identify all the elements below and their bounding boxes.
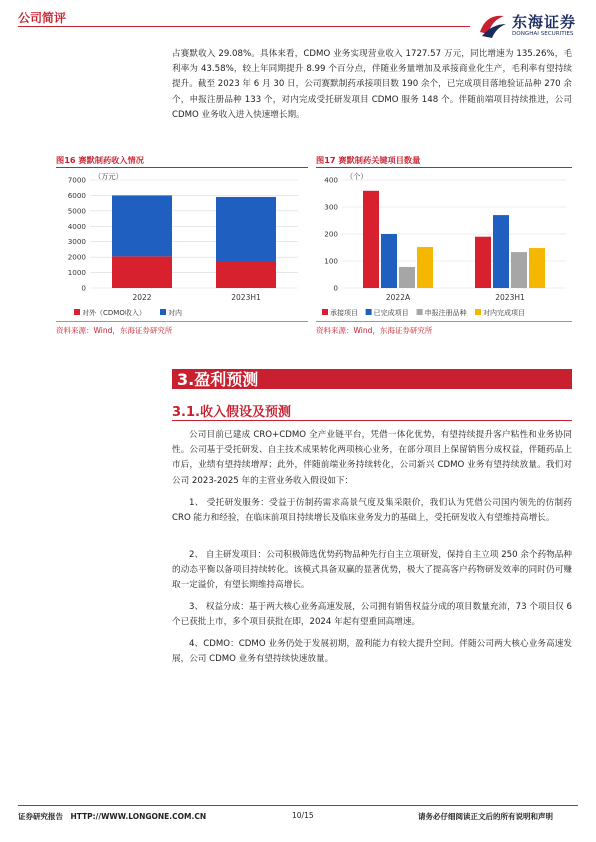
y-tick-label: 0 [81, 283, 86, 293]
bar [511, 252, 527, 288]
y-tick-label: 200 [324, 229, 338, 239]
bar [399, 267, 415, 288]
y-tick-label: 4000 [67, 221, 86, 231]
y-tick-label: 2000 [67, 252, 86, 262]
legend-label: 申报注册品种 [424, 309, 467, 317]
y-tick-label: 5000 [67, 206, 86, 216]
figure-16-chart [56, 170, 308, 320]
footer-website: 证券研究报告 HTTP://WWW.LONGONE.COM.CN [18, 812, 207, 821]
bar [381, 234, 397, 288]
legend-label: 对内完成项目 [483, 309, 525, 317]
y-tick-label: 6000 [67, 190, 86, 200]
paragraph-self-rd: 2、 自主研发项目：公司积极筛选优势药物品种先行自主立项研发，保持自主立项 250 余个药物品种的动态平衡以备项目持续转化。该模式具备双赢的显著优势，极大了提高客户药物研发效率的同时仍可赚取一定溢价，有望长期维持高增长。 [172, 550, 572, 591]
bar [493, 215, 509, 288]
x-tick-label: 2022A [385, 293, 411, 302]
y-tick-label: 1000 [67, 268, 86, 278]
subsection-divider [172, 420, 572, 421]
x-tick-label: 2022 [132, 293, 152, 302]
legend-swatch [160, 309, 166, 315]
logo-emblem-icon [476, 10, 508, 42]
bar [475, 237, 491, 288]
figure-17-title: 图17 赛默制药关键项目数量 [316, 155, 421, 165]
figure-16-title: 图16 赛默制药收入情况 [56, 155, 144, 165]
x-tick-label: 2023H1 [231, 293, 261, 302]
legend-swatch [417, 309, 423, 315]
legend-label: 对外（CDMO收入） [82, 309, 146, 317]
y-tick-label: 100 [324, 256, 338, 266]
paragraph-cdmo: 4、CDMO：CDMO 业务仍处于发展初期，盈利能力有较大提升空间。伴随公司两大核心业务高速发展，公司 CDMO 业务有望持续快速放量。 [172, 639, 572, 665]
bar-segment [112, 195, 172, 256]
footer-divider [18, 805, 578, 806]
section-title: 3.盈利预测 [177, 370, 259, 389]
intro-paragraph: 占赛默收入 29.08%。具体来看，CDMO 业务实现营业收入 1727.57 万元，同比增速为 135.26%，毛利率为 43.58%，较上年同期提升 8.99 个百分点，伴随业务量增加及承接商业化生产，毛利率有望持续提升。截至 2023 年 6 月 30 日，公司赛默制药承接项目数 190 余个，已完成项目落地验证品种 270 余个，申报注册品种 133 个，对内完成受托研发项目 CDMO 服务 148 个。伴随前端项目持续推进，公司 CDMO 业务收入进入快速增长期。 [172, 49, 572, 120]
footer-disclaimer: 请务必仔细阅读正文后的所有说明和声明 [418, 812, 553, 821]
y-tick-label: 0 [333, 283, 338, 293]
figure-17-source: 资料来源：Wind，东海证券研究所 [316, 326, 433, 335]
x-tick-label: 2023H1 [495, 293, 525, 302]
figure-16-bottom-line [56, 321, 308, 322]
bar [417, 247, 433, 288]
paragraph-royalty: 3、 权益分成：基于两大核心业务高速发展，公司拥有销售权益分成的项目数量充沛，73 个项目仅 6 个已获批上市，多个项目获批在即，2024 年起有望重回高增速。 [172, 602, 572, 628]
y-tick-label: 300 [324, 202, 338, 212]
legend-swatch [475, 309, 481, 315]
legend-swatch [74, 309, 80, 315]
bar-segment [112, 256, 172, 288]
legend-label: 承接项目 [330, 309, 358, 317]
bar [363, 191, 379, 288]
legend-label: 已完成项目 [373, 309, 409, 317]
header-divider [18, 26, 470, 27]
figure-17-divider [316, 167, 572, 168]
bar-segment [216, 261, 276, 288]
y-tick-label: 7000 [67, 175, 86, 185]
bar-segment [216, 197, 276, 261]
subsection-title: 3.1.收入假设及预测 [172, 405, 291, 420]
report-type-tag: 公司简评 [18, 11, 67, 25]
figure-17-chart [316, 170, 572, 320]
y-tick-label: 3000 [67, 237, 86, 247]
bar [529, 248, 545, 288]
legend-swatch [322, 309, 328, 315]
y-unit-label: （个） [346, 172, 368, 181]
paragraph-contract-rd: 1、 受托研发服务：受益于仿制药需求高景气度及集采限价，我们认为凭借公司国内领先的仿制药 CRO 能力和经验，在临床前项目持续增长及临床业务发力的基础上，受托研发收入有望维持高增长。 [172, 498, 572, 524]
logo-en-text: DONGHAI SECURITIES [512, 31, 574, 37]
figure-16-source: 资料来源：Wind，东海证券研究所 [56, 326, 173, 335]
paragraph-overview: 公司目前已建成 CRO+CDMO 全产业链平台，凭借一体化优势，有望持续提升客户粘性和业务协同性。公司基于受托研发、自主技术成果转化两项核心业务，在部分项目上保留销售分成权益，伴随药品上市后，业绩有望持续增厚；此外，伴随前端业务持续转化，公司新兴 CDMO 业务有望持续放量。我们对公司 2023-2025 年的主营业务收入假设如下： [172, 430, 572, 486]
y-tick-label: 400 [324, 175, 338, 185]
logo-cn-text: 东海证券 [512, 13, 577, 31]
legend-swatch [366, 309, 372, 315]
page-number: 10/15 [292, 811, 314, 820]
legend-label: 对内 [168, 309, 182, 317]
figure-16-divider [56, 167, 308, 168]
figure-17-bottom-line [316, 321, 572, 322]
y-unit-label: （万元） [94, 172, 123, 181]
company-logo [476, 10, 580, 44]
